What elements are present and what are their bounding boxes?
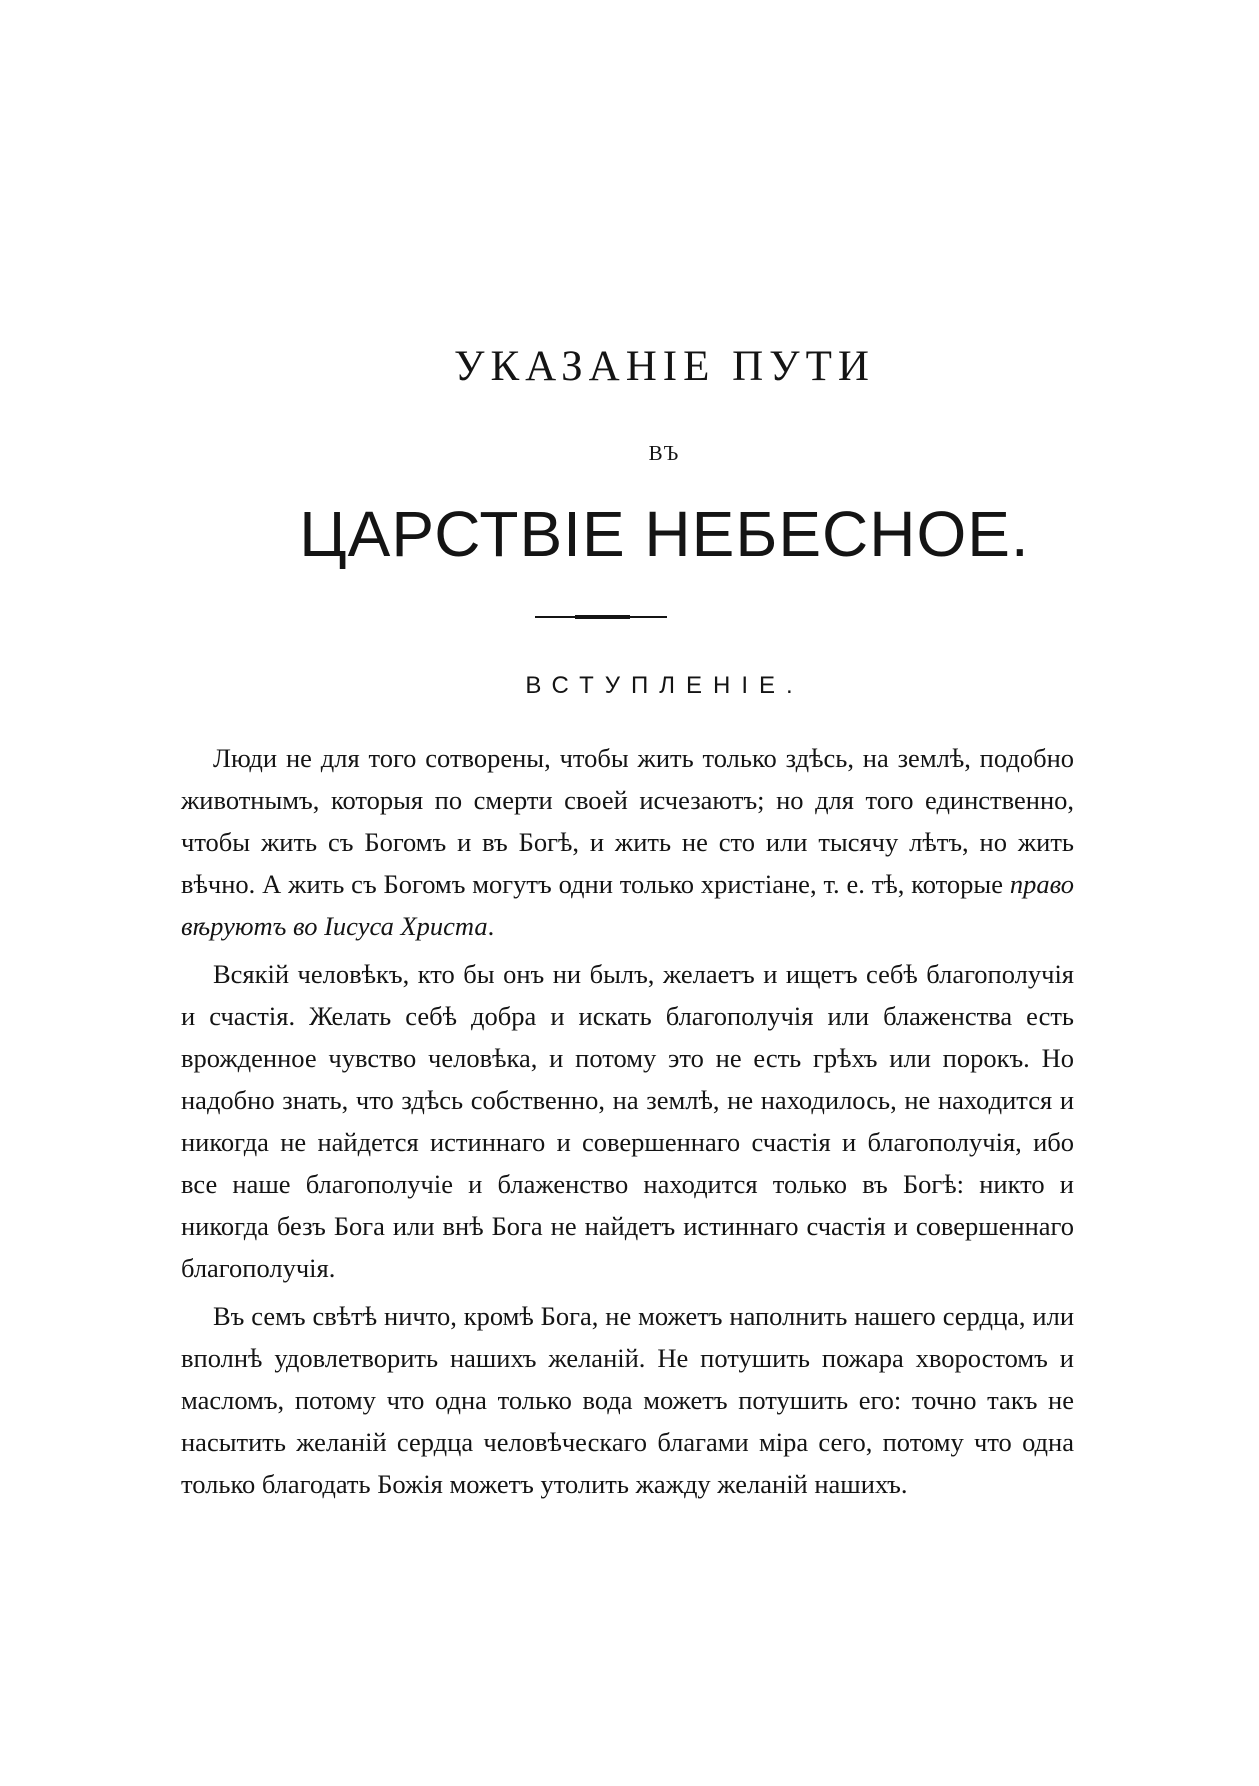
title-line-1: УКАЗАНІЕ ПУТИ xyxy=(454,343,875,390)
title-line-2: ЦАРСТВІЕ НЕБЕСНОЕ. xyxy=(299,498,1030,570)
paragraph-1-end: . xyxy=(487,911,495,941)
title-preposition: ВЪ xyxy=(648,441,681,465)
paragraph-2: Всякій человѣкъ, кто бы онъ ни былъ, желаетъ и ищетъ себѣ благополучія и счастія. Желать себѣ добра и искать благополучія или блаженства есть врожденное чувство человѣка, и потому это не есть грѣхъ или порокъ. Но надобно знать, что здѣсь собственно, на землѣ, не находилось, не находится и никогда не найдется истиннаго и совершеннаго счастія и благополучія, ибо все наше благополучіе и блаженство находится только въ Богѣ: никто и никогда безъ Бога или внѣ Бога не найдетъ истиннаго счастія и совершеннаго благополучія. xyxy=(181,959,1074,1283)
section-heading: ВСТУПЛЕНІЕ. xyxy=(525,672,804,699)
title-divider-center xyxy=(575,615,630,619)
paragraph-3: Въ семъ свѣтѣ ничто, кромѣ Бога, не можетъ наполнить нашего сердца, или вполнѣ удовлетворить нашихъ желаній. Не потушить пожара хворостомъ и масломъ, потому что одна только вода можетъ потушить его: точно такъ не насытить желаній сердца человѣческаго благами міра сего, потому что одна только благодать Божія можетъ утолить жажду желаній нашихъ. xyxy=(181,1301,1074,1499)
paragraph-1-text: Люди не для того сотворены, чтобы жить только здѣсь, на землѣ, подобно животнымъ, которыя по смерти своей исчезаютъ; но для того единственно, чтобы жить съ Богомъ и въ Богѣ, и жить не сто или тысячу лѣтъ, но жить вѣчно. А жить съ Богомъ могутъ одни только христіане, т. е. тѣ, которые xyxy=(181,743,1074,899)
paragraph-1 xyxy=(181,737,1074,947)
paragraph-1-italic: право вѣруютъ во Іисуса Христа xyxy=(181,869,1074,941)
body-text xyxy=(181,737,1074,1505)
